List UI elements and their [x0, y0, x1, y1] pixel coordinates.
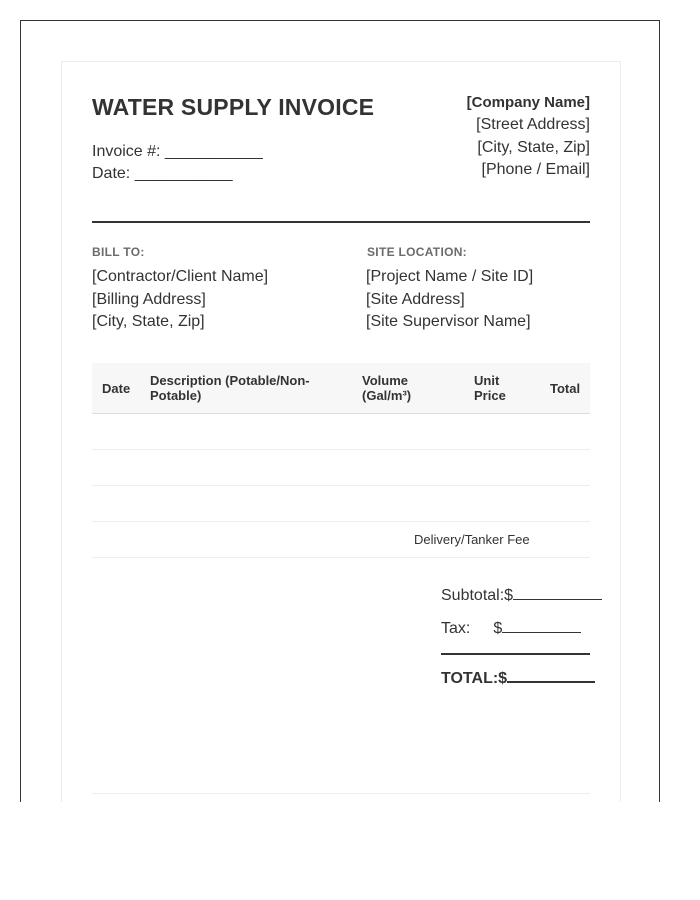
totals-divider	[441, 653, 590, 655]
bill-to-city-state-zip: [City, State, Zip]	[92, 313, 205, 330]
company-city-state-zip: [City, State, Zip]	[477, 139, 590, 156]
invoice-title: WATER SUPPLY INVOICE	[92, 94, 375, 120]
total-row	[441, 667, 595, 688]
delivery-fee-label: Delivery/Tanker Fee	[414, 532, 530, 547]
company-contact: [Phone / Email]	[481, 161, 590, 178]
table-row	[92, 521, 590, 522]
table-row	[92, 557, 590, 558]
total-blank	[507, 667, 595, 683]
tax-label: Tax:	[441, 620, 471, 637]
bill-to-client-name: [Contractor/Client Name]	[92, 268, 269, 285]
column-header-date: Date	[102, 381, 131, 396]
footer-divider	[92, 793, 590, 794]
column-header-total: Total	[550, 381, 581, 396]
table-row	[92, 449, 590, 450]
tax-currency: $	[493, 620, 503, 637]
bill-to-billing-address: [Billing Address]	[92, 291, 206, 308]
subtotal-label: Subtotal:$	[441, 587, 514, 604]
column-header-unit-price: Unit Price	[474, 373, 506, 403]
invoice-number-field: Invoice #: ___________	[92, 143, 263, 160]
site-location-label: SITE LOCATION:	[367, 245, 467, 259]
invoice-date-field: Date: ___________	[92, 165, 233, 182]
column-header-volume: Volume (Gal/m³)	[362, 373, 412, 403]
tax-row	[441, 618, 581, 638]
column-header-description: Description (Potable/Non-Potable)	[150, 373, 310, 403]
bill-to-label: BILL TO:	[92, 245, 145, 259]
total-label: TOTAL:$	[441, 670, 508, 687]
header-divider	[92, 221, 590, 223]
site-address: [Site Address]	[366, 291, 465, 308]
site-project-name: [Project Name / Site ID]	[366, 268, 534, 285]
site-supervisor-name: [Site Supervisor Name]	[366, 313, 531, 330]
tax-blank	[502, 618, 581, 633]
subtotal-blank	[513, 585, 602, 600]
subtotal-row	[441, 585, 602, 605]
table-row	[92, 485, 590, 486]
company-street: [Street Address]	[476, 116, 590, 133]
company-name: [Company Name]	[466, 94, 590, 111]
